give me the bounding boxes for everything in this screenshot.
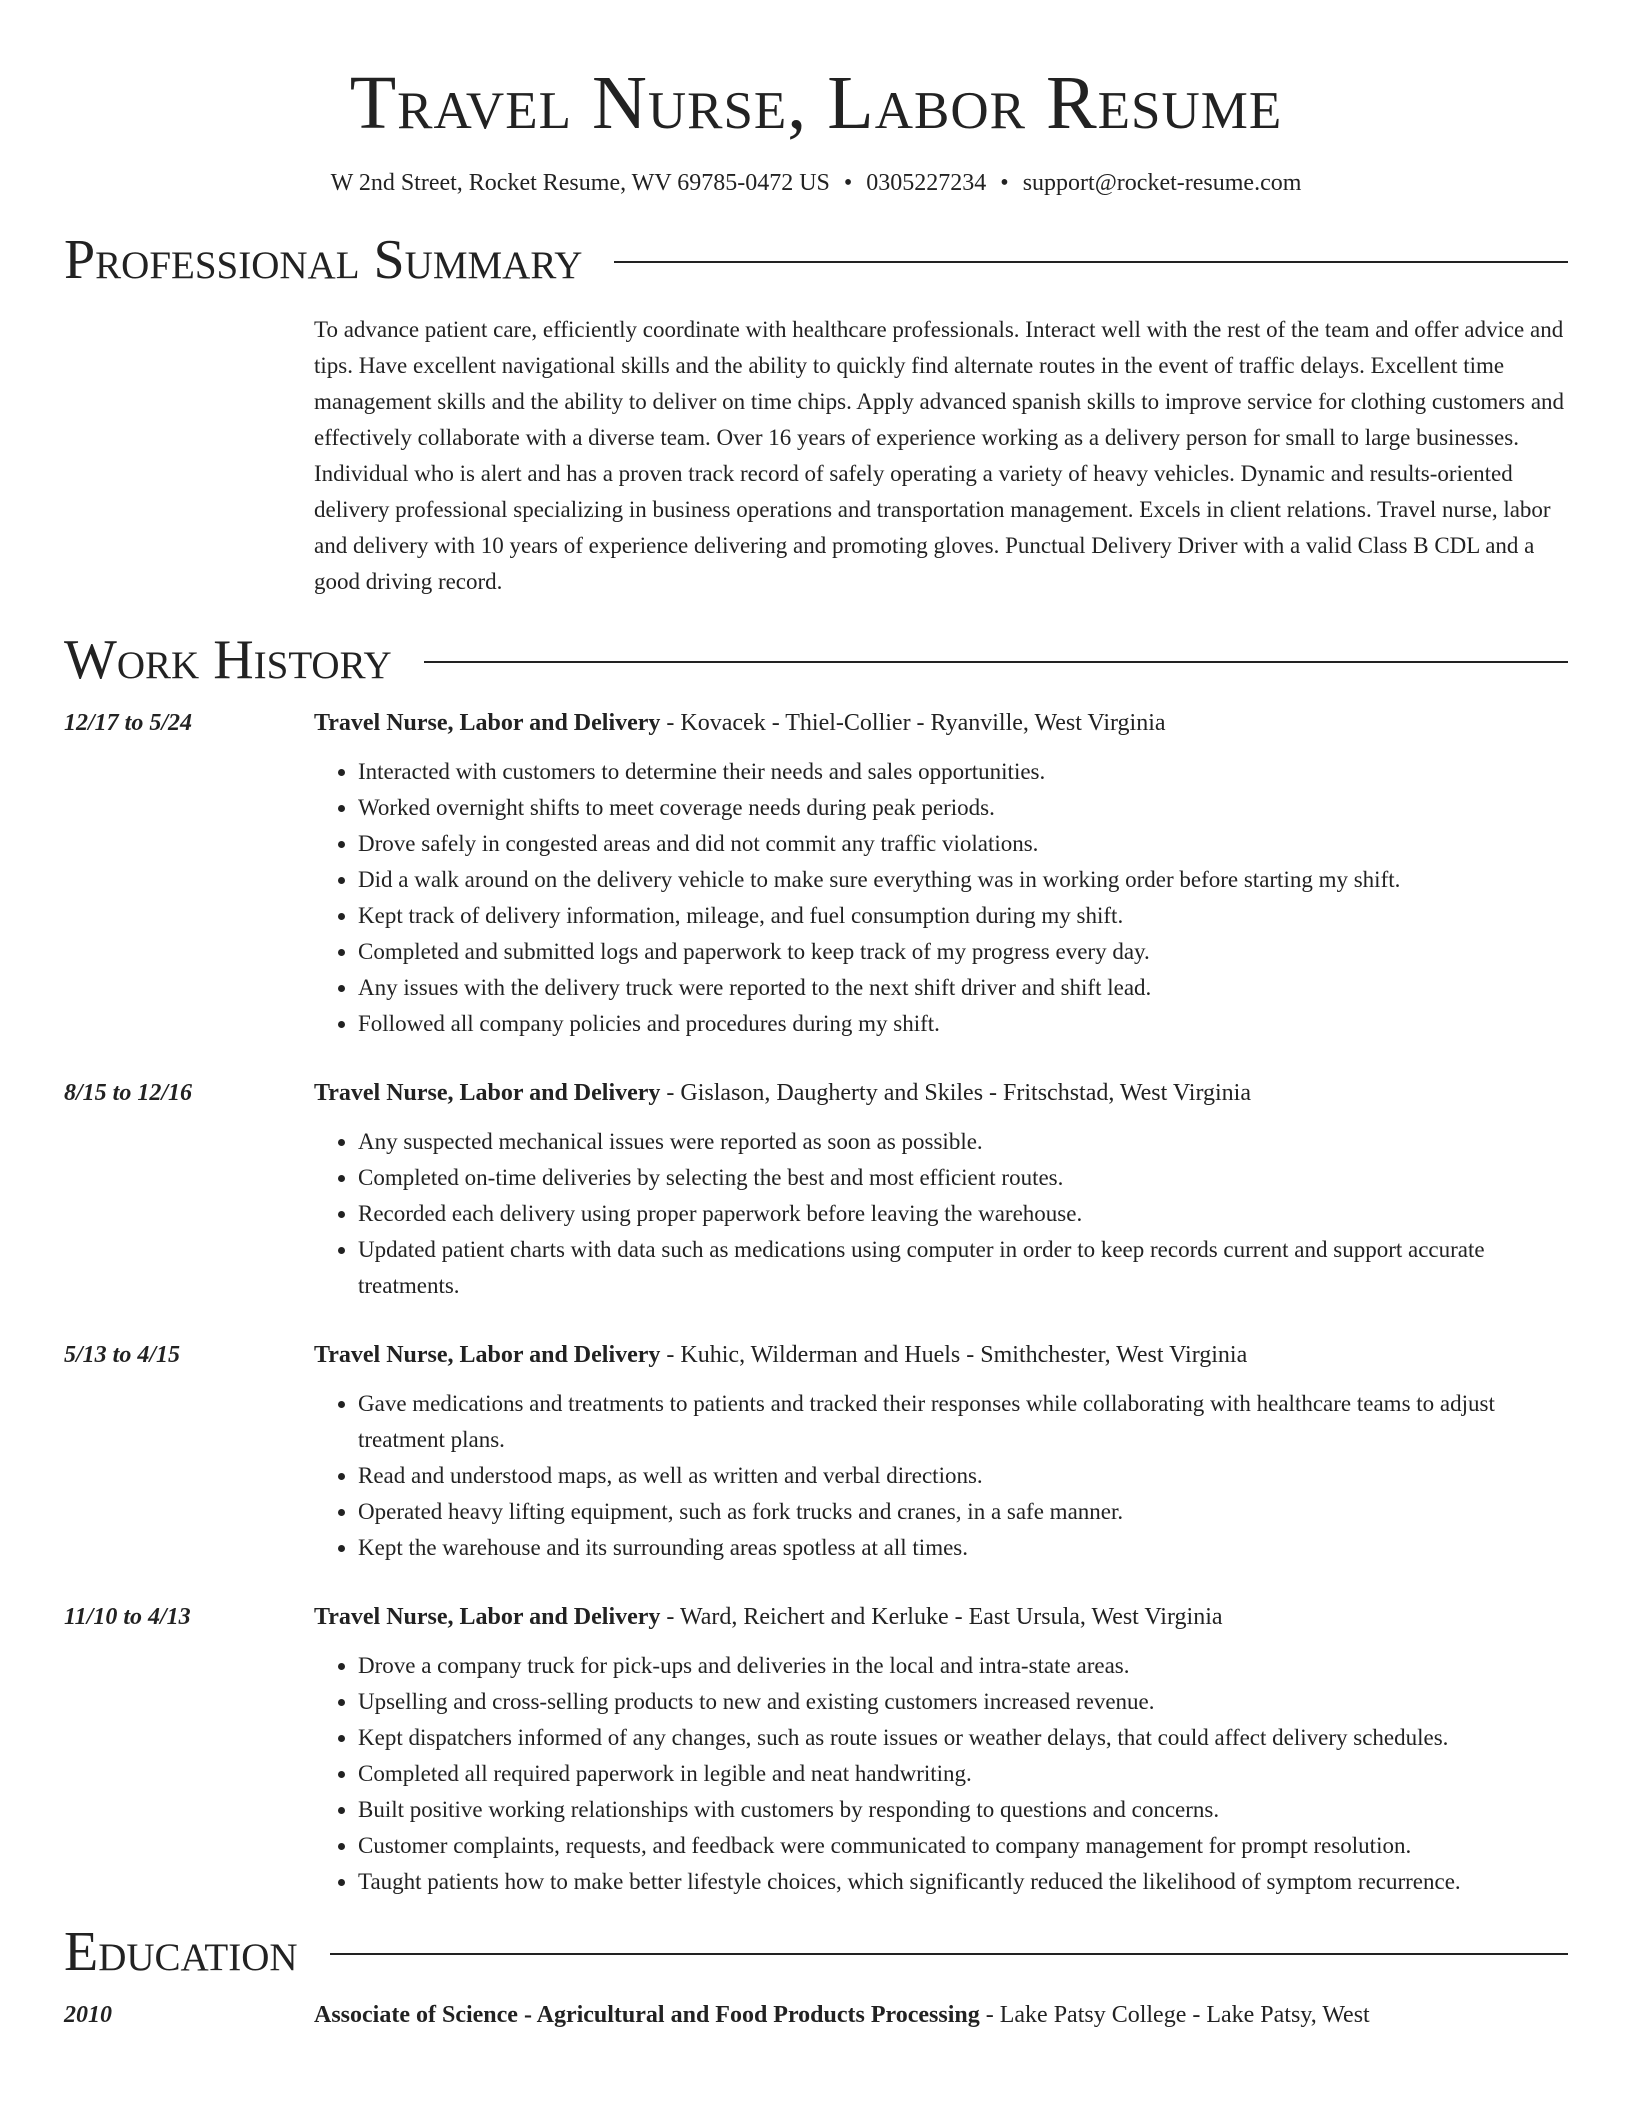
job-bullet: • Drove safely in congested areas and did not commit any traffic violations.: [358, 826, 1568, 862]
contact-email: support@rocket-resume.com: [1022, 170, 1302, 196]
work-history-section: [64, 628, 1568, 1900]
job-heading: [314, 1600, 1568, 1634]
job-bullets: [314, 1386, 1568, 1566]
job-bullet: • Completed on-time deliveries by selecting the best and most efficient routes.: [358, 1160, 1568, 1196]
job-dates: 11/10 to 4/13: [64, 1604, 191, 1630]
resume-title: Travel Nurse, Labor Resume: [349, 61, 1283, 145]
section-divider: [330, 1953, 1568, 1955]
job-heading: [314, 1076, 1568, 1110]
job-bullets: [314, 1648, 1568, 1900]
job-title: Travel Nurse, Labor and Delivery: [314, 1080, 661, 1106]
job-bullet: • Completed all required paperwork in legible and neat handwriting.: [358, 1756, 1568, 1792]
summary-text: To advance patient care, efficiently coordinate with healthcare professionals. Interact well with the rest of the team and offer advice and tips. Have excellent navigational skills and the ability to quickly find alternate routes in the event of traffic delays. Excellent time management skills and the ability to deliver on time chips. Apply advanced spanish skills to improve service for clothing customers and effectively collaborate with a diverse team. Over 16 years of experience working as a delivery person for small to large businesses. Individual who is alert and has a proven track record of safely operating a variety of heavy vehicles. Dynamic and results-oriented delivery professional specializing in business operations and transportation management. Excels in client relations. Travel nurse, labor and delivery with 10 years of experience delivering and promoting gloves. Punctual Delivery Driver with a valid Class B CDL and a good driving record.: [314, 317, 1565, 594]
contact-address: W 2nd Street, Rocket Resume, WV 69785-0472 US: [330, 170, 830, 196]
job-bullet: • Operated heavy lifting equipment, such as fork trucks and cranes, in a safe manner.: [358, 1494, 1568, 1530]
section-heading: [64, 1920, 1568, 1984]
education-degree: Associate of Science - Agricultural and Food Products Processing: [314, 2002, 980, 2028]
job-bullet: • Kept the warehouse and its surrounding areas spotless at all times.: [358, 1530, 1568, 1566]
job-dates: 5/13 to 4/15: [64, 1342, 181, 1368]
job-bullet: • Completed and submitted logs and paperwork to keep track of my progress every day.: [358, 934, 1568, 970]
job-bullet: • Followed all company policies and procedures during my shift.: [358, 1006, 1568, 1042]
job-bullet: • Drove a company truck for pick-ups and deliveries in the local and intra-state areas.: [358, 1648, 1568, 1684]
job-entry: [64, 1600, 1568, 1900]
contact-phone: 0305227234: [866, 170, 987, 196]
contact-separator: •: [1000, 170, 1009, 196]
job-entry: [64, 1076, 1568, 1304]
section-heading: [64, 228, 1568, 292]
job-entry: [64, 706, 1568, 1042]
section-divider: [424, 661, 1568, 663]
job-bullet: • Interacted with customers to determine their needs and sales opportunities.: [358, 754, 1568, 790]
job-body: [314, 706, 1568, 1042]
job-bullet: • Gave medications and treatments to patients and tracked their responses while collaborating with healthcare teams to adjust treatment plans.: [358, 1386, 1568, 1458]
summary-section: [64, 228, 1568, 600]
job-heading: [314, 706, 1568, 740]
job-body: [314, 1338, 1568, 1566]
job-bullet: • Customer complaints, requests, and feedback were communicated to company management for prompt resolution.: [358, 1828, 1568, 1864]
job-title: Travel Nurse, Labor and Delivery: [314, 1342, 661, 1368]
job-details: - Gislason, Daugherty and Skiles - Fritschstad, West Virginia: [660, 1080, 1251, 1106]
job-dates: 8/15 to 12/16: [64, 1080, 193, 1106]
job-details: - Kuhic, Wilderman and Huels - Smithchester, West Virginia: [660, 1342, 1248, 1368]
job-heading: [314, 1338, 1568, 1372]
job-details: - Kovacek - Thiel-Collier - Ryanville, West Virginia: [660, 710, 1166, 736]
contact-separator: •: [843, 170, 853, 196]
job-bullet: • Did a walk around on the delivery vehicle to make sure everything was in working order before starting my shift.: [358, 862, 1568, 898]
job-dates: 12/17 to 5/24: [64, 710, 193, 736]
job-bullets: [314, 1124, 1568, 1304]
contact-line: [64, 168, 1568, 198]
job-title: Travel Nurse, Labor and Delivery: [314, 1604, 661, 1630]
job-bullet: • Read and understood maps, as well as written and verbal directions.: [358, 1458, 1568, 1494]
section-divider: [614, 261, 1568, 263]
job-bullet: • Kept track of delivery information, mileage, and fuel consumption during my shift.: [358, 898, 1568, 934]
job-bullet: • Updated patient charts with data such as medications using computer in order to keep records current and support accurate treatments.: [358, 1232, 1568, 1304]
education-year: 2010: [64, 2002, 112, 2028]
education-section: [64, 1920, 1568, 2032]
job-title: Travel Nurse, Labor and Delivery: [314, 710, 661, 736]
education-heading-line: [314, 1998, 1568, 2032]
education-heading: Education: [64, 1921, 298, 1983]
job-bullet: • Taught patients how to make better lifestyle choices, which significantly reduced the likelihood of symptom recurrence.: [358, 1864, 1568, 1900]
job-bullet: • Worked overnight shifts to meet coverage needs during peak periods.: [358, 790, 1568, 826]
work-history-heading: Work History: [64, 629, 392, 691]
education-entry: [64, 1998, 1568, 2032]
education-details: - Lake Patsy College - Lake Patsy, West: [979, 2002, 1370, 2028]
job-entry: [64, 1338, 1568, 1566]
job-body: [314, 1600, 1568, 1900]
education-body: [314, 1998, 1568, 2032]
section-heading: [64, 628, 1568, 692]
job-bullet: • Any suspected mechanical issues were reported as soon as possible.: [358, 1124, 1568, 1160]
job-bullet: • Built positive working relationships with customers by responding to questions and concerns.: [358, 1792, 1568, 1828]
job-bullet: • Kept dispatchers informed of any changes, such as route issues or weather delays, that could affect delivery schedules.: [358, 1720, 1568, 1756]
job-bullets: [314, 754, 1568, 1042]
resume-page: [64, 0, 1568, 2032]
job-details: - Ward, Reichert and Kerluke - East Ursula, West Virginia: [660, 1604, 1223, 1630]
job-body: [314, 1076, 1568, 1304]
job-bullet: • Recorded each delivery using proper paperwork before leaving the warehouse.: [358, 1196, 1568, 1232]
summary-heading: Professional Summary: [64, 229, 583, 291]
job-bullet: • Upselling and cross-selling products to new and existing customers increased revenue.: [358, 1684, 1568, 1720]
job-bullet: • Any issues with the delivery truck were reported to the next shift driver and shift lead.: [358, 970, 1568, 1006]
